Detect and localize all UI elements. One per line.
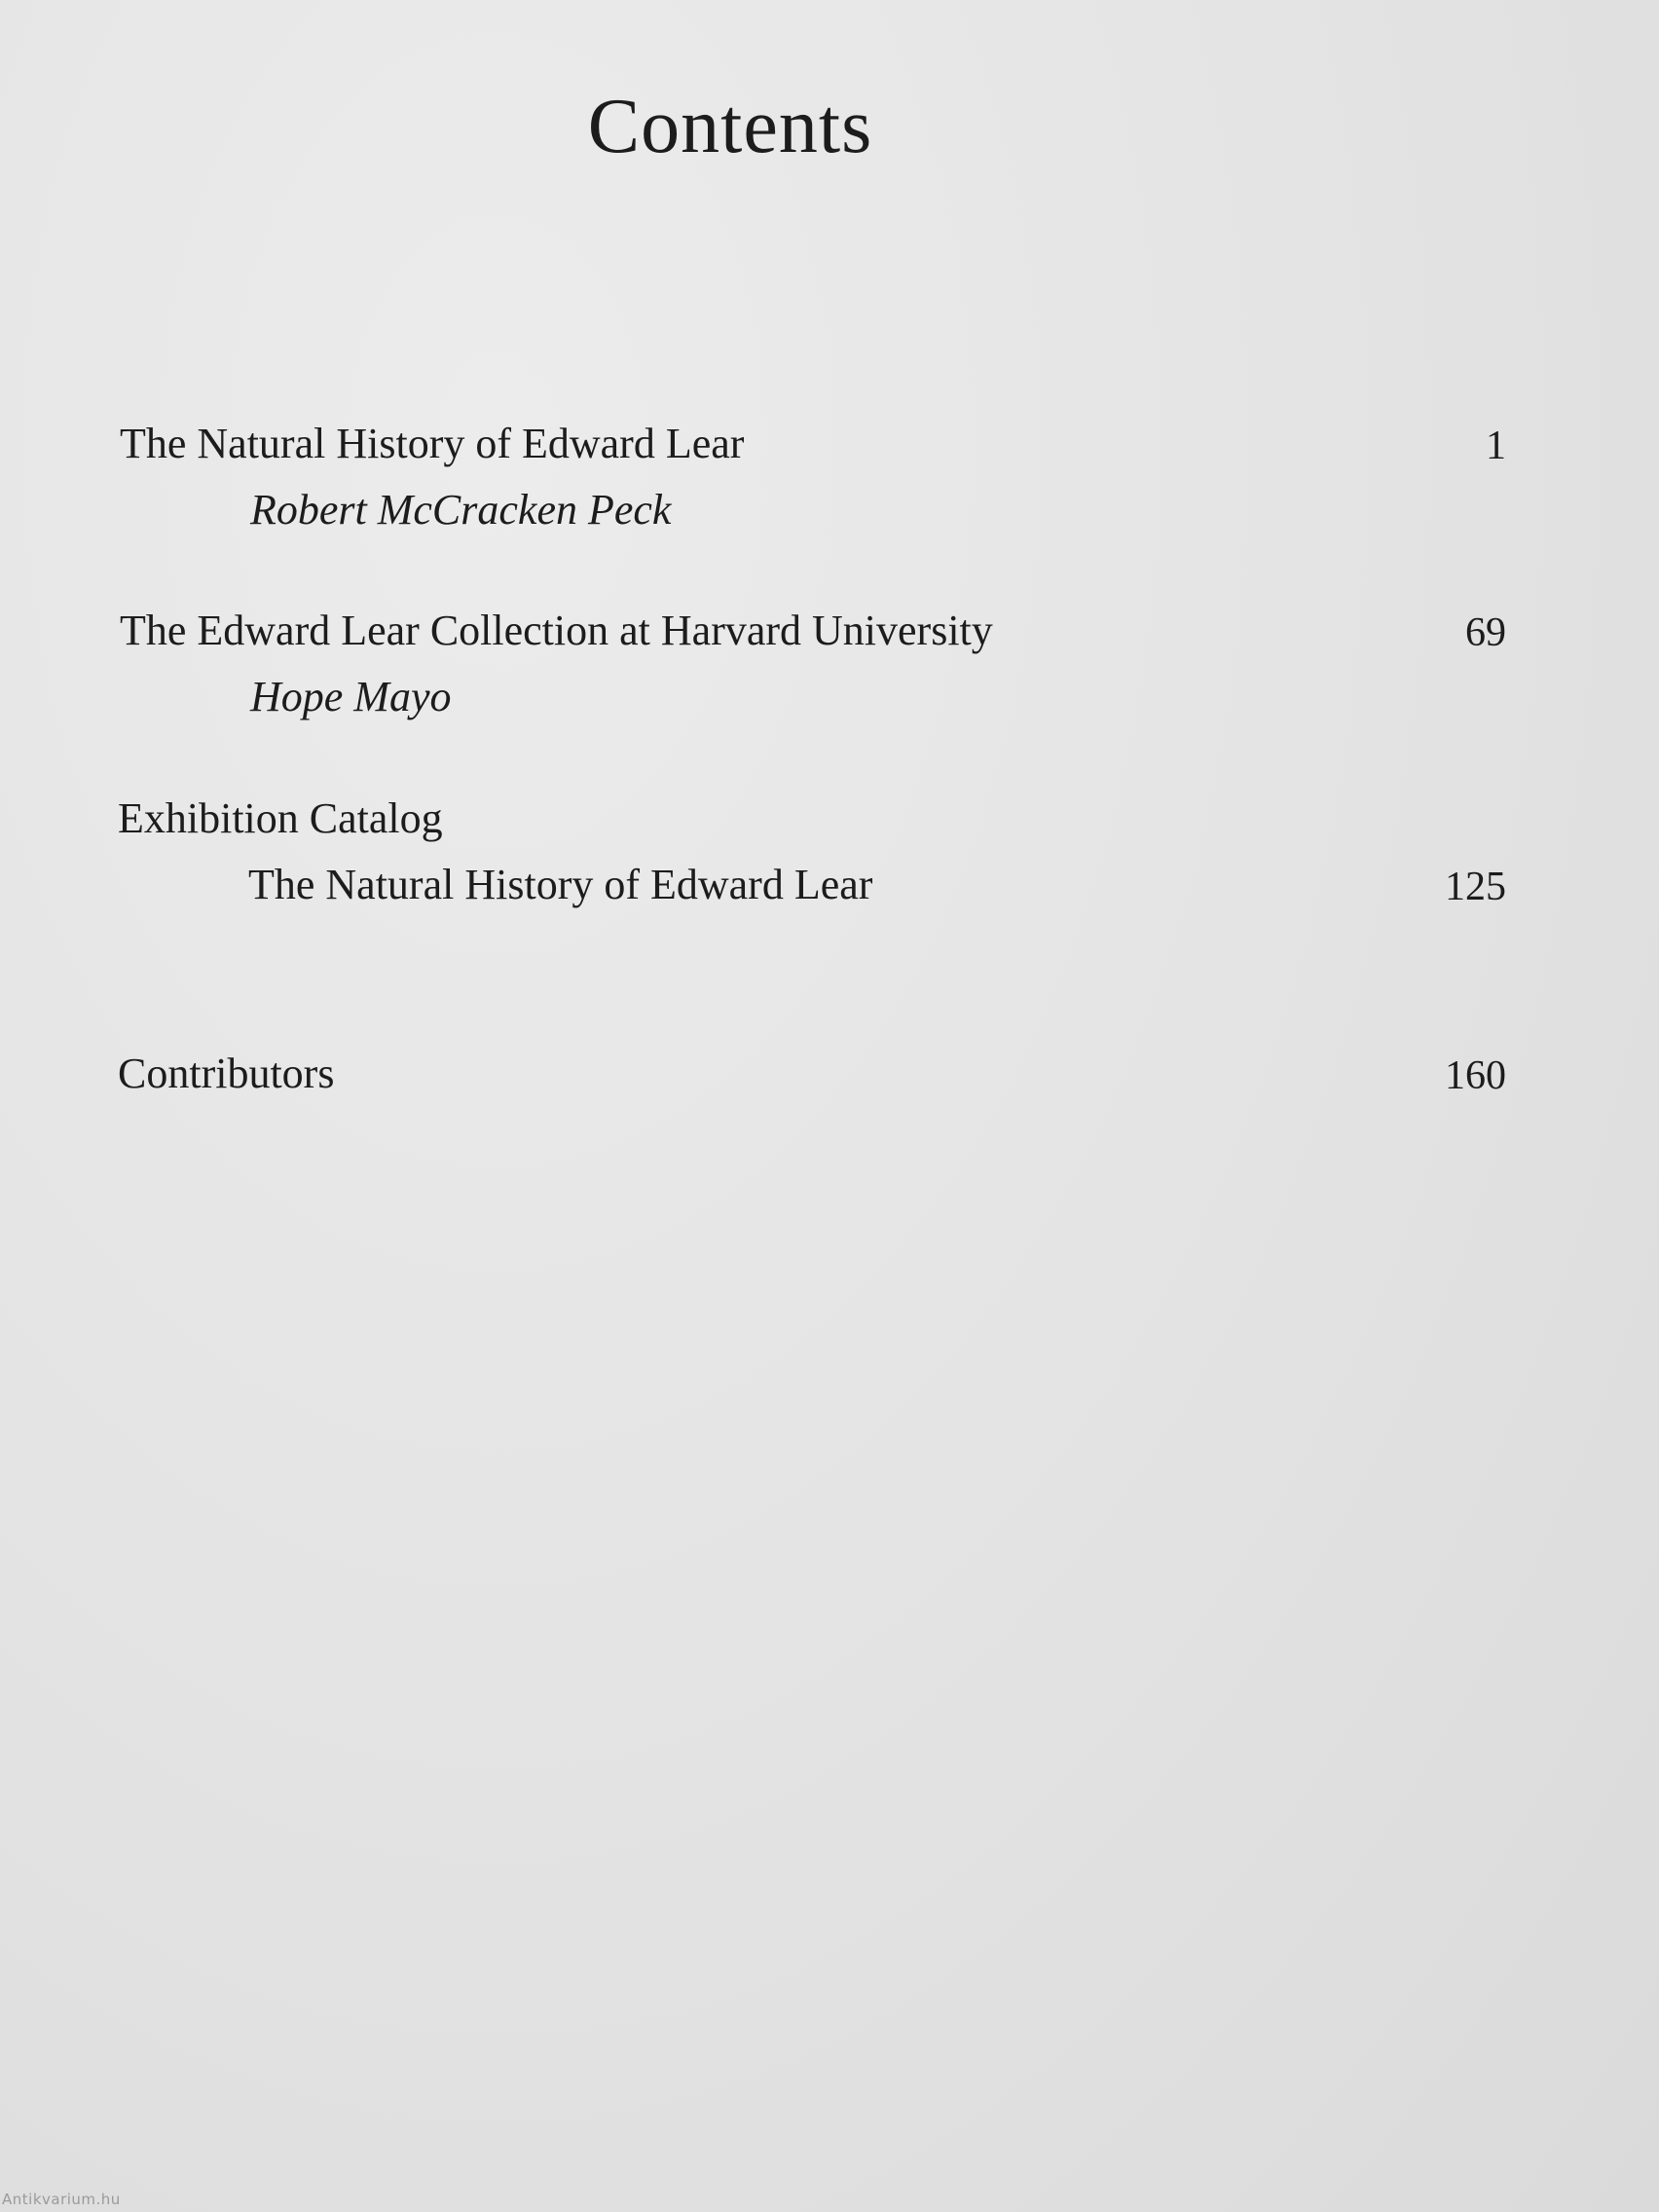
toc-entry-page: 69 (1465, 610, 1506, 655)
page-title: Contents (587, 84, 873, 169)
toc-entry-author: Robert McCracken Peck (250, 486, 672, 534)
watermark: Antikvarium.hu (2, 2191, 121, 2208)
toc-entry-page: 160 (1445, 1053, 1506, 1098)
toc-entry-subtitle: The Natural History of Edward Lear (248, 861, 873, 908)
toc-entry-title: Exhibition Catalog (118, 794, 443, 842)
toc-entry-author: Hope Mayo (250, 673, 452, 720)
toc-entry-page: 125 (1445, 865, 1506, 909)
toc-entry-title: The Natural History of Edward Lear (120, 420, 745, 467)
toc-entry-title: The Edward Lear Collection at Harvard University (120, 607, 993, 654)
toc-entry-page: 1 (1486, 424, 1506, 468)
toc-entry-title: Contributors (118, 1050, 335, 1097)
